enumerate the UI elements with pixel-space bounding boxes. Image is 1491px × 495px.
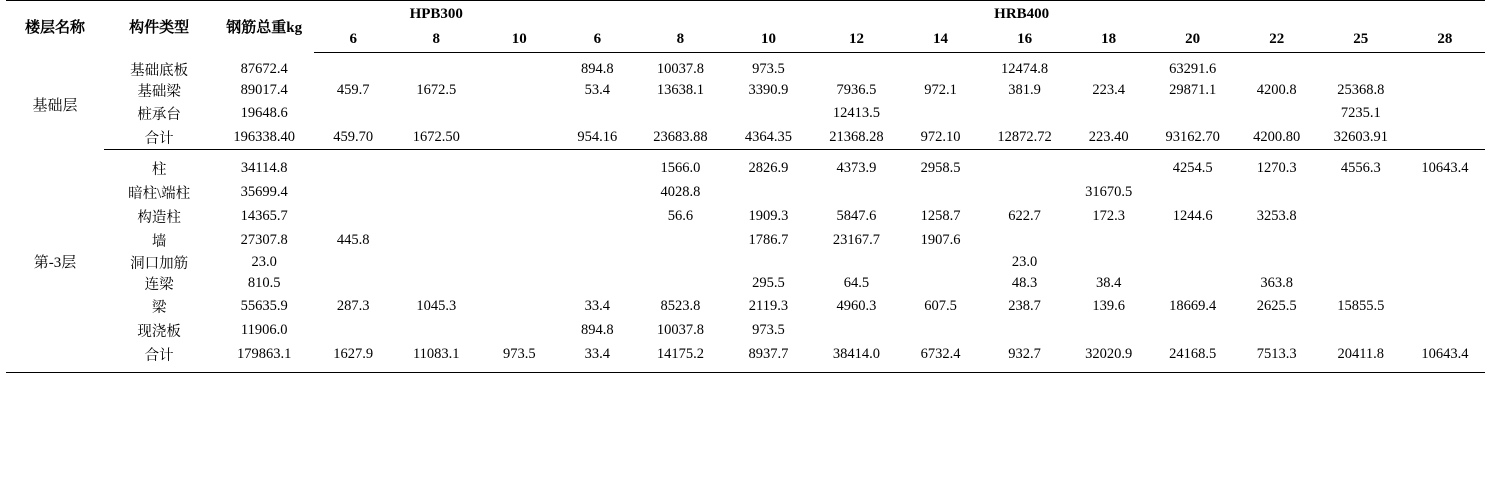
header-hrb-16: 16: [981, 27, 1069, 53]
cell-hpb-6: 287.3: [336, 297, 370, 314]
cell-hrb-6: [558, 101, 636, 125]
section-floor-label-1: 第-3层: [33, 254, 77, 271]
cell-hrb-6: [558, 228, 636, 252]
cell-hrb-20: 24168.5: [1169, 345, 1217, 362]
cell-hrb-28: [1405, 252, 1485, 273]
cell-hpb-6: [314, 204, 392, 228]
cell-hrb-10: 2119.3: [748, 297, 789, 314]
table-row: [6, 318, 1485, 342]
cell-hrb-25: [1317, 204, 1405, 228]
cell-hrb-28: [1405, 101, 1485, 125]
header-hpb-10: 10: [480, 27, 558, 53]
cell-hpb-6: [314, 318, 392, 342]
header-hrb-14: 14: [901, 27, 981, 53]
cell-hrb-25: 15855.5: [1337, 297, 1385, 314]
cell-hrb-14: 2958.5: [920, 159, 961, 176]
cell-hpb-10: [480, 273, 558, 294]
table-row: [6, 294, 1485, 318]
cell-hpb-10: [480, 180, 558, 204]
cell-hrb-8: 23683.88: [636, 125, 724, 150]
cell-hrb-18: 32020.9: [1085, 345, 1133, 362]
cell-hrb-12: 4960.3: [836, 297, 877, 314]
cell-hrb-12: [812, 318, 900, 342]
cell-hrb-22: [1237, 59, 1317, 80]
cell-hpb-8: 1672.5: [416, 82, 457, 98]
cell-hpb-10: [480, 125, 558, 150]
cell-hpb-10: [480, 294, 558, 318]
table-row: [6, 156, 1485, 180]
member-type: 现浇板: [137, 323, 181, 340]
cell-hrb-16: 238.7: [1008, 297, 1041, 314]
cell-hpb-8: [392, 204, 480, 228]
member-type: 墙: [151, 233, 167, 250]
total-weight: 810.5: [247, 275, 281, 291]
section-floor-label-0: 基础层: [32, 97, 78, 114]
cell-hpb-6: 459.70: [314, 125, 392, 150]
cell-hrb-22: 7513.3: [1256, 345, 1297, 362]
cell-hrb-12: [812, 59, 900, 80]
cell-hrb-10: 2826.9: [748, 159, 789, 176]
cell-hrb-28: [1405, 318, 1485, 342]
cell-hrb-6: 33.4: [584, 297, 611, 314]
table-row: [6, 101, 1485, 125]
cell-hpb-10: [480, 101, 558, 125]
cell-hrb-10: 1909.3: [748, 207, 789, 224]
cell-hrb-8: 13638.1: [656, 82, 704, 98]
cell-hrb-10: 3390.9: [748, 82, 789, 98]
cell-hpb-10: [480, 228, 558, 252]
cell-hrb-25: [1317, 180, 1405, 204]
table-row: [6, 228, 1485, 252]
cell-hpb-6: [314, 252, 392, 273]
cell-hrb-10: 973.5: [752, 321, 785, 338]
cell-hpb-6: [314, 59, 392, 80]
total-weight: 55635.9: [240, 297, 288, 314]
total-weight: 179863.1: [236, 345, 292, 362]
cell-hpb-8: [392, 156, 480, 180]
cell-hrb-28: [1405, 125, 1485, 150]
cell-hrb-25: 7235.1: [1340, 104, 1381, 121]
cell-hrb-22: 4200.8: [1256, 82, 1297, 98]
cell-hrb-28: [1405, 180, 1485, 204]
cell-hrb-12: 21368.28: [812, 125, 900, 150]
cell-hrb-10: 8937.7: [748, 345, 789, 362]
cell-hrb-18: [1069, 228, 1149, 252]
cell-hrb-8: [636, 252, 724, 273]
cell-hpb-6: 445.8: [336, 231, 370, 248]
cell-hrb-16: [981, 156, 1069, 180]
cell-hrb-22: 363.8: [1260, 275, 1294, 291]
total-weight: 19648.6: [240, 104, 288, 121]
cell-hrb-20: [1149, 180, 1237, 204]
header-member-type: 构件类型: [129, 20, 190, 37]
cell-hrb-18: [1069, 59, 1149, 80]
member-type: 柱: [151, 161, 167, 178]
cell-hrb-12: [812, 180, 900, 204]
cell-hrb-10: 4364.35: [724, 125, 812, 150]
cell-hrb-18: 223.40: [1069, 125, 1149, 150]
table-row: [6, 204, 1485, 228]
total-weight: 27307.8: [240, 231, 288, 248]
cell-hrb-20: 1244.6: [1172, 207, 1213, 224]
cell-hrb-8: [636, 101, 724, 125]
cell-hrb-22: [1237, 101, 1317, 125]
cell-hrb-8: 8523.8: [660, 297, 701, 314]
cell-hpb-6: [314, 156, 392, 180]
cell-hpb-8: 1672.50: [392, 125, 480, 150]
header-group-hrb400: HRB400: [994, 5, 1050, 22]
cell-hrb-8: [636, 228, 724, 252]
member-type: 合计: [104, 125, 214, 150]
cell-hrb-8: 1566.0: [660, 159, 701, 176]
cell-hrb-18: 172.3: [1092, 207, 1125, 224]
total-weight: 14365.7: [240, 207, 288, 224]
table-row: [6, 252, 1485, 273]
cell-hrb-25: [1317, 59, 1405, 80]
cell-hpb-6: 1627.9: [333, 345, 374, 362]
cell-hrb-16: [981, 101, 1069, 125]
cell-hrb-10: 1786.7: [748, 231, 789, 248]
cell-hpb-8: 1045.3: [416, 297, 457, 314]
cell-hpb-6: 459.7: [336, 82, 370, 98]
member-type: 合计: [144, 347, 174, 364]
header-hrb-22: 22: [1237, 27, 1317, 53]
cell-hrb-25: 4556.3: [1340, 159, 1381, 176]
cell-hpb-8: [392, 228, 480, 252]
table-row-subtotal: [6, 125, 1485, 150]
cell-hrb-18: [1069, 318, 1149, 342]
cell-hrb-20: 63291.6: [1169, 61, 1217, 77]
cell-hrb-25: [1317, 252, 1405, 273]
member-type: 构造柱: [137, 209, 181, 226]
header-hrb-28: 28: [1405, 27, 1485, 53]
cell-hrb-8: 14175.2: [656, 345, 704, 362]
total-weight: 196338.40: [214, 125, 314, 150]
table-row-subtotal: [6, 342, 1485, 366]
cell-hpb-6: [314, 180, 392, 204]
cell-hrb-12: 7936.5: [836, 82, 877, 98]
table-bottom-rule: [6, 372, 1485, 373]
member-type: 暗柱\端柱: [128, 185, 191, 202]
cell-hrb-6: 894.8: [581, 61, 614, 77]
header-hpb-8: 8: [392, 27, 480, 53]
cell-hrb-6: 954.16: [558, 125, 636, 150]
cell-hpb-10: [480, 80, 558, 101]
cell-hrb-12: 23167.7: [832, 231, 881, 248]
header-group-hpb300: HPB300: [409, 5, 463, 22]
cell-hrb-28: [1405, 59, 1485, 80]
cell-hrb-12: 38414.0: [832, 345, 881, 362]
cell-hrb-14: [901, 101, 981, 125]
cell-hrb-28: [1405, 228, 1485, 252]
cell-hpb-8: [392, 252, 480, 273]
cell-hrb-12: 64.5: [843, 275, 870, 291]
cell-hrb-20: [1149, 318, 1237, 342]
cell-hrb-28: [1405, 294, 1485, 318]
header-hrb-8: 8: [636, 27, 724, 53]
cell-hrb-22: [1237, 318, 1317, 342]
cell-hrb-12: 12413.5: [832, 104, 881, 121]
cell-hrb-16: [981, 318, 1069, 342]
cell-hrb-14: 1907.6: [920, 231, 961, 248]
cell-hrb-14: [901, 180, 981, 204]
cell-hrb-12: 4373.9: [836, 159, 877, 176]
header-hrb-10: 10: [724, 27, 812, 53]
cell-hrb-14: 6732.4: [920, 345, 961, 362]
cell-hpb-8: [392, 59, 480, 80]
member-type: 基础底板: [130, 63, 189, 79]
total-weight: 35699.4: [240, 183, 288, 200]
cell-hrb-10: [724, 252, 812, 273]
cell-hrb-22: [1237, 228, 1317, 252]
cell-hrb-25: 20411.8: [1337, 345, 1385, 362]
cell-hrb-25: [1317, 273, 1405, 294]
cell-hrb-16: 622.7: [1008, 207, 1041, 224]
cell-hrb-20: 4254.5: [1172, 159, 1213, 176]
cell-hpb-10: [480, 156, 558, 180]
header-total-weight: 钢筋总重kg: [226, 20, 303, 37]
cell-hrb-22: [1237, 180, 1317, 204]
cell-hrb-18: 31670.5: [1085, 183, 1133, 200]
cell-hpb-10: [480, 59, 558, 80]
cell-hrb-22: [1237, 252, 1317, 273]
cell-hrb-28: [1405, 80, 1485, 101]
cell-hrb-20: [1149, 252, 1237, 273]
cell-hrb-6: 894.8: [581, 321, 614, 338]
cell-hrb-22: 1270.3: [1256, 159, 1297, 176]
table-row: [6, 80, 1485, 101]
cell-hrb-18: [1069, 252, 1149, 273]
cell-hpb-8: 11083.1: [412, 345, 460, 362]
cell-hpb-6: [314, 273, 392, 294]
cell-hrb-8: 4028.8: [660, 183, 701, 200]
cell-hrb-20: [1149, 273, 1237, 294]
cell-hrb-16: 23.0: [1011, 254, 1038, 270]
cell-hrb-14: [901, 59, 981, 80]
cell-hrb-20: [1149, 228, 1237, 252]
cell-hrb-8: [636, 273, 724, 294]
total-weight: 11906.0: [240, 321, 288, 338]
cell-hrb-20: [1149, 101, 1237, 125]
cell-hrb-25: [1317, 228, 1405, 252]
cell-hrb-28: 10643.4: [1421, 345, 1469, 362]
cell-hrb-10: [724, 180, 812, 204]
cell-hrb-14: [901, 273, 981, 294]
cell-hrb-14: 607.5: [924, 297, 957, 314]
cell-hrb-10: 295.5: [752, 275, 785, 291]
cell-hrb-8: 10037.8: [656, 321, 704, 338]
cell-hrb-6: [558, 180, 636, 204]
cell-hrb-20: 18669.4: [1169, 297, 1217, 314]
cell-hpb-10: [480, 204, 558, 228]
cell-hrb-10: [724, 101, 812, 125]
table-row: [6, 59, 1485, 80]
member-type: 梁: [151, 299, 167, 316]
cell-hrb-16: 12872.72: [981, 125, 1069, 150]
cell-hrb-14: [901, 318, 981, 342]
table-row: [6, 273, 1485, 294]
cell-hrb-12: 5847.6: [836, 207, 877, 224]
cell-hrb-14: 972.10: [901, 125, 981, 150]
cell-hrb-28: [1405, 204, 1485, 228]
cell-hrb-6: 53.4: [584, 82, 611, 98]
cell-hrb-16: [981, 180, 1069, 204]
member-type: 洞口加筋: [130, 256, 189, 272]
cell-hrb-18: 139.6: [1092, 297, 1125, 314]
cell-hrb-25: 32603.91: [1317, 125, 1405, 150]
header-group-row: [6, 1, 1485, 27]
cell-hrb-22: 2625.5: [1256, 297, 1297, 314]
cell-hpb-10: [480, 252, 558, 273]
cell-hrb-8: 56.6: [667, 207, 694, 224]
cell-hrb-6: [558, 273, 636, 294]
total-weight: 23.0: [251, 254, 277, 270]
total-weight: 34114.8: [240, 159, 288, 176]
cell-hrb-25: [1317, 318, 1405, 342]
cell-hrb-16: 381.9: [1008, 82, 1041, 98]
cell-hrb-18: 223.4: [1092, 82, 1125, 98]
member-type: 桩承台: [137, 106, 181, 123]
cell-hrb-18: [1069, 156, 1149, 180]
cell-hrb-12: [812, 252, 900, 273]
cell-hrb-14: 1258.7: [920, 207, 961, 224]
total-weight: 87672.4: [240, 61, 288, 77]
header-hrb-25: 25: [1317, 27, 1405, 53]
cell-hrb-18: [1069, 101, 1149, 125]
member-type: 基础梁: [137, 84, 181, 100]
cell-hrb-16: [981, 228, 1069, 252]
cell-hrb-25: 25368.8: [1337, 82, 1385, 98]
cell-hrb-20: 93162.70: [1149, 125, 1237, 150]
cell-hrb-16: 12474.8: [1001, 61, 1049, 77]
cell-hrb-14: [901, 252, 981, 273]
table-row: [6, 180, 1485, 204]
cell-hrb-6: [558, 252, 636, 273]
header-hrb-12: 12: [812, 27, 900, 53]
cell-hpb-10: 973.5: [502, 345, 536, 362]
cell-hrb-28: [1405, 273, 1485, 294]
cell-hpb-8: [392, 180, 480, 204]
member-type: 连梁: [144, 277, 174, 293]
cell-hrb-16: 48.3: [1011, 275, 1038, 291]
header-floor: 楼层名称: [25, 20, 86, 37]
cell-hrb-6: [558, 204, 636, 228]
cell-hrb-16: 932.7: [1008, 345, 1041, 362]
rebar-summary-table: [6, 0, 1485, 373]
cell-hrb-14: 972.1: [924, 82, 957, 98]
cell-hrb-18: 38.4: [1095, 275, 1122, 291]
header-hrb-6: 6: [558, 27, 636, 53]
cell-hrb-28: 10643.4: [1421, 159, 1469, 176]
cell-hpb-10: [480, 318, 558, 342]
cell-hpb-8: [392, 318, 480, 342]
cell-hrb-20: 29871.1: [1169, 82, 1217, 98]
header-hpb-6: 6: [314, 27, 392, 53]
cell-hrb-22: 3253.8: [1256, 207, 1297, 224]
header-hrb-18: 18: [1069, 27, 1149, 53]
cell-hpb-6: [314, 101, 392, 125]
cell-hpb-8: [392, 101, 480, 125]
total-weight: 89017.4: [240, 82, 288, 98]
cell-hrb-10: 973.5: [752, 61, 785, 77]
cell-hrb-22: 4200.80: [1237, 125, 1317, 150]
cell-hrb-6: [558, 156, 636, 180]
cell-hpb-8: [392, 273, 480, 294]
cell-hrb-8: 10037.8: [656, 61, 704, 77]
header-hrb-20: 20: [1149, 27, 1237, 53]
cell-hrb-6: 33.4: [584, 345, 611, 362]
